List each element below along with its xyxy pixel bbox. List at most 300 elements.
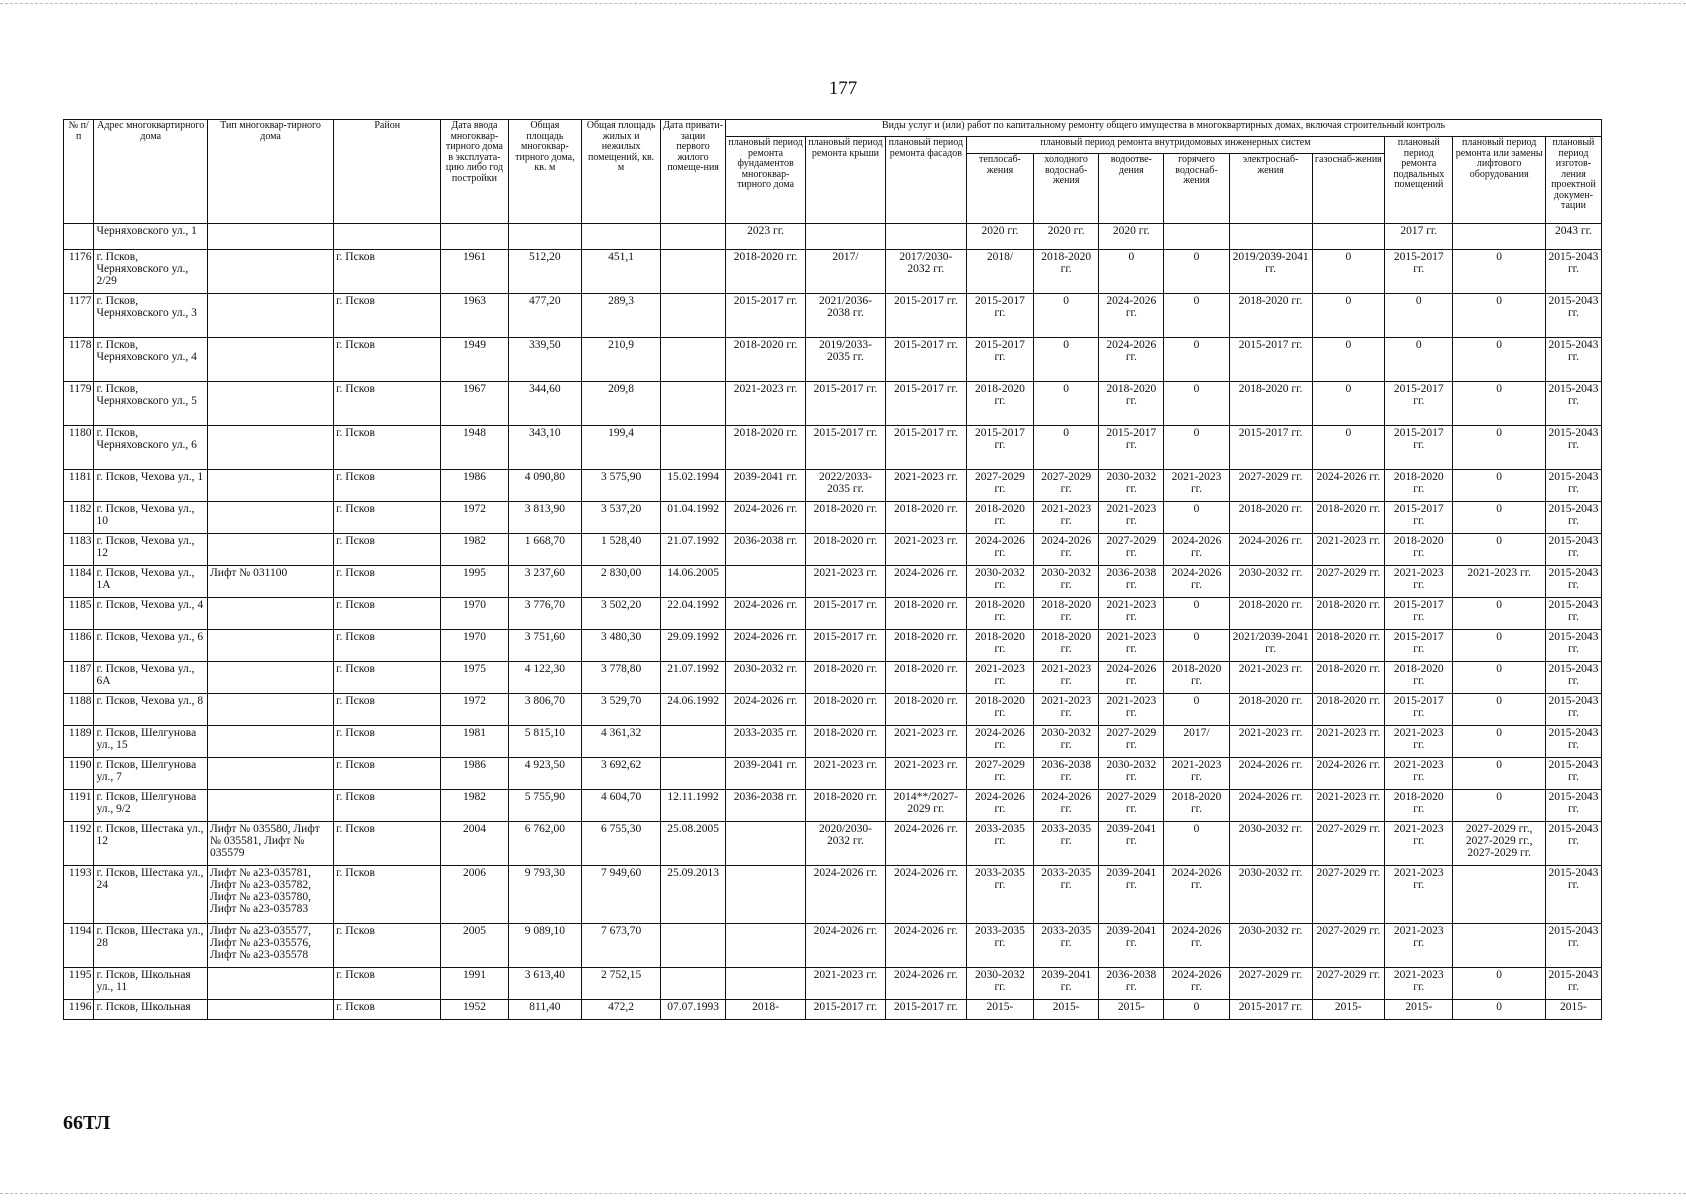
cell-privatization [660, 294, 725, 338]
cell-living-area: 3 692,62 [582, 758, 661, 790]
cell-roof: 2020/2030-2032 гг. [806, 822, 886, 866]
cell-drain: 2027-2029 гг. [1099, 726, 1164, 758]
cell-type [207, 426, 333, 470]
cell-facade: 2021-2023 гг. [885, 470, 966, 502]
scan-edge-bottom [0, 1193, 1686, 1194]
cell-no: 1190 [64, 758, 94, 790]
cell-basement: 2015-2017 гг. [1385, 502, 1453, 534]
cell-living-area: 1 528,40 [582, 534, 661, 566]
cell-drain: 2030-2032 гг. [1099, 470, 1164, 502]
cell-basement: 2021-2023 гг. [1385, 924, 1453, 968]
cell-living-area: 3 537,20 [582, 502, 661, 534]
cell-facade: 2024-2026 гг. [885, 566, 966, 598]
cell-gas: 0 [1312, 294, 1385, 338]
cell-basement: 2018-2020 гг. [1385, 534, 1453, 566]
cell-project: 2015-2043 гг. [1545, 790, 1601, 822]
cell-address: г. Псков, Чехова ул., 6 [94, 630, 208, 662]
cell-address: г. Псков, Чехова ул., 1А [94, 566, 208, 598]
cell-address: г. Псков, Шелгунова ул., 7 [94, 758, 208, 790]
cell-address: г. Псков, Шестака ул., 12 [94, 822, 208, 866]
cell-living-area: 3 529,70 [582, 694, 661, 726]
table-row [64, 822, 1602, 866]
cell-heat: 2030-2032 гг. [966, 566, 1033, 598]
cell-hot: 2021-2023 гг. [1164, 758, 1229, 790]
cell-privatization: 12.11.1992 [660, 790, 725, 822]
cell-total-area: 512,20 [508, 250, 582, 294]
cell-gas: 2018-2020 гг. [1312, 502, 1385, 534]
cell-district: г. Псков [334, 822, 441, 866]
cell-project: 2015-2043 гг. [1545, 598, 1601, 630]
cell-living-area: 2 830,00 [582, 566, 661, 598]
cell-lift: 0 [1453, 250, 1546, 294]
cell-no: 1191 [64, 790, 94, 822]
cell-heat: 2018-2020 гг. [966, 694, 1033, 726]
cell-facade: 2015-2017 гг. [885, 1000, 966, 1020]
cell-project: 2015-2043 гг. [1545, 758, 1601, 790]
cell-drain: 2030-2032 гг. [1099, 758, 1164, 790]
cell-heat: 2018-2020 гг. [966, 382, 1033, 426]
cell-heat: 2033-2035 гг. [966, 822, 1033, 866]
cell-hot: 2024-2026 гг. [1164, 924, 1229, 968]
cell-drain: 2021-2023 гг. [1099, 694, 1164, 726]
cell-foundation: 2018-2020 гг. [726, 338, 806, 382]
table-row [64, 534, 1602, 566]
cell-drain: 2027-2029 гг. [1099, 790, 1164, 822]
cell-lift [1453, 866, 1546, 924]
cell-hot: 2024-2026 гг. [1164, 566, 1229, 598]
cell-basement: 0 [1385, 294, 1453, 338]
cell-type [207, 630, 333, 662]
cell-foundation [726, 968, 806, 1000]
table-row [64, 968, 1602, 1000]
cell-address: г. Псков, Черняховского ул., 2/29 [94, 250, 208, 294]
cell-district: г. Псков [334, 382, 441, 426]
cell-roof: 2018-2020 гг. [806, 534, 886, 566]
cell-facade: 2017/2030-2032 гг. [885, 250, 966, 294]
cell-facade [885, 224, 966, 250]
cell-electric: 2021/2039-2041 гг. [1229, 630, 1312, 662]
cell-district: г. Псков [334, 630, 441, 662]
cell-privatization [660, 250, 725, 294]
cell-cold: 2024-2026 гг. [1034, 534, 1099, 566]
cell-type [207, 726, 333, 758]
cell-facade: 2015-2017 гг. [885, 426, 966, 470]
cell-district: г. Псков [334, 758, 441, 790]
cell-electric: 2015-2017 гг. [1229, 1000, 1312, 1020]
cell-heat: 2021-2023 гг. [966, 662, 1033, 694]
cell-total-area: 4 923,50 [508, 758, 582, 790]
cell-lift: 0 [1453, 382, 1546, 426]
cell-drain: 2036-2038 гг. [1099, 968, 1164, 1000]
cell-address: г. Псков, Шестака ул., 24 [94, 866, 208, 924]
cell-project: 2015-2043 гг. [1545, 968, 1601, 1000]
cell-cold: 2030-2032 гг. [1034, 726, 1099, 758]
cell-living-area: 3 480,30 [582, 630, 661, 662]
col-project: плановый период изготов-ления проектной докумен-тации [1545, 137, 1601, 224]
cell-facade: 2018-2020 гг. [885, 694, 966, 726]
cell-living-area: 2 752,15 [582, 968, 661, 1000]
cell-district: г. Псков [334, 790, 441, 822]
cell-drain: 2015- [1099, 1000, 1164, 1020]
cell-roof: 2021-2023 гг. [806, 566, 886, 598]
cell-cold: 2036-2038 гг. [1034, 758, 1099, 790]
cell-heat: 2018-2020 гг. [966, 630, 1033, 662]
cell-project: 2015-2043 гг. [1545, 566, 1601, 598]
cell-lift: 0 [1453, 726, 1546, 758]
cell-privatization: 14.06.2005 [660, 566, 725, 598]
cell-no: 1178 [64, 338, 94, 382]
cell-year: 1981 [441, 726, 508, 758]
cell-privatization [660, 968, 725, 1000]
cell-total-area: 339,50 [508, 338, 582, 382]
cell-project: 2015-2043 гг. [1545, 502, 1601, 534]
cell-privatization [660, 382, 725, 426]
cell-basement: 2015-2017 гг. [1385, 426, 1453, 470]
cell-hot: 0 [1164, 382, 1229, 426]
col-heat: теплосаб-жения [966, 154, 1033, 224]
cell-heat: 2024-2026 гг. [966, 534, 1033, 566]
cell-no: 1186 [64, 630, 94, 662]
cell-foundation: 2039-2041 гг. [726, 758, 806, 790]
cell-facade: 2015-2017 гг. [885, 338, 966, 382]
cell-heat: 2027-2029 гг. [966, 470, 1033, 502]
cell-heat: 2030-2032 гг. [966, 968, 1033, 1000]
cell-hot [1164, 224, 1229, 250]
cell-foundation [726, 924, 806, 968]
cell-cold: 2021-2023 гг. [1034, 502, 1099, 534]
cell-electric: 2024-2026 гг. [1229, 790, 1312, 822]
col-roof: плановый период ремонта крыши [806, 137, 886, 224]
table-row [64, 426, 1602, 470]
cell-drain: 2021-2023 гг. [1099, 630, 1164, 662]
cell-foundation: 2018- [726, 1000, 806, 1020]
cell-foundation: 2021-2023 гг. [726, 382, 806, 426]
cell-electric: 2021-2023 гг. [1229, 726, 1312, 758]
cell-district: г. Псков [334, 1000, 441, 1020]
cell-electric: 2024-2026 гг. [1229, 534, 1312, 566]
cell-privatization: 29.09.1992 [660, 630, 725, 662]
cell-year: 1986 [441, 470, 508, 502]
col-electric: электроснаб-жения [1229, 154, 1312, 224]
cell-total-area: 3 613,40 [508, 968, 582, 1000]
table-row [64, 1000, 1602, 1020]
cell-district: г. Псков [334, 502, 441, 534]
cell-type [207, 338, 333, 382]
cell-type [207, 470, 333, 502]
table-row [64, 694, 1602, 726]
cell-basement: 2021-2023 гг. [1385, 866, 1453, 924]
cell-gas: 2015- [1312, 1000, 1385, 1020]
cell-lift: 0 [1453, 790, 1546, 822]
cell-gas: 2027-2029 гг. [1312, 822, 1385, 866]
cell-lift: 0 [1453, 694, 1546, 726]
page-number: 177 [828, 78, 858, 99]
cell-project: 2015-2043 гг. [1545, 630, 1601, 662]
cell-facade: 2018-2020 гг. [885, 630, 966, 662]
cell-gas: 2021-2023 гг. [1312, 790, 1385, 822]
cell-project: 2015-2043 гг. [1545, 866, 1601, 924]
cell-basement: 2021-2023 гг. [1385, 758, 1453, 790]
cell-facade: 2015-2017 гг. [885, 294, 966, 338]
cell-basement: 2015-2017 гг. [1385, 382, 1453, 426]
cell-cold: 2018-2020 гг. [1034, 598, 1099, 630]
footer-code: 66ТЛ [63, 1112, 111, 1134]
cell-foundation: 2023 гг. [726, 224, 806, 250]
cell-address: г. Псков, Шелгунова ул., 9/2 [94, 790, 208, 822]
cell-electric [1229, 224, 1312, 250]
cell-electric: 2030-2032 гг. [1229, 866, 1312, 924]
cell-living-area: 199,4 [582, 426, 661, 470]
cell-roof: 2015-2017 гг. [806, 382, 886, 426]
cell-year: 1991 [441, 968, 508, 1000]
cell-foundation [726, 566, 806, 598]
cell-lift: 2021-2023 гг. [1453, 566, 1546, 598]
table-row [64, 598, 1602, 630]
cell-lift: 2027-2029 гг., 2027-2029 гг., 2027-2029 гг. [1453, 822, 1546, 866]
cell-district: г. Псков [334, 598, 441, 630]
cell-roof: 2017/ [806, 250, 886, 294]
cell-lift: 0 [1453, 294, 1546, 338]
cell-electric: 2030-2032 гг. [1229, 924, 1312, 968]
cell-no: 1184 [64, 566, 94, 598]
cell-drain: 2024-2026 гг. [1099, 294, 1164, 338]
col-foundation: плановый период ремонта фундаментов многоквар-тирного дома [726, 137, 806, 224]
cell-hot: 0 [1164, 502, 1229, 534]
cell-gas: 0 [1312, 338, 1385, 382]
cell-heat: 2018/ [966, 250, 1033, 294]
cell-project: 2015-2043 гг. [1545, 470, 1601, 502]
cell-cold: 2021-2023 гг. [1034, 662, 1099, 694]
cell-address: г. Псков, Чехова ул., 6А [94, 662, 208, 694]
cell-district: г. Псков [334, 338, 441, 382]
cell-year: 1948 [441, 426, 508, 470]
cell-district: г. Псков [334, 662, 441, 694]
cell-no: 1182 [64, 502, 94, 534]
cell-address: Черняховского ул., 1 [94, 224, 208, 250]
cell-total-area: 3 813,90 [508, 502, 582, 534]
cell-no: 1177 [64, 294, 94, 338]
cell-drain: 2018-2020 гг. [1099, 382, 1164, 426]
cell-type [207, 758, 333, 790]
cell-roof: 2015-2017 гг. [806, 426, 886, 470]
table-row [64, 758, 1602, 790]
cell-drain: 2036-2038 гг. [1099, 566, 1164, 598]
cell-lift: 0 [1453, 598, 1546, 630]
cell-type [207, 502, 333, 534]
cell-total-area: 5 755,90 [508, 790, 582, 822]
cell-district: г. Псков [334, 534, 441, 566]
cell-hot: 0 [1164, 250, 1229, 294]
cell-type: Лифт № 031100 [207, 566, 333, 598]
table-row [64, 382, 1602, 426]
table-row [64, 470, 1602, 502]
col-district: Район [334, 120, 441, 224]
cell-cold: 2015- [1034, 1000, 1099, 1020]
cell-cold: 2024-2026 гг. [1034, 790, 1099, 822]
cell-total-area: 3 751,60 [508, 630, 582, 662]
col-address: Адрес многоквартирного дома [94, 120, 208, 224]
cell-year [441, 224, 508, 250]
cell-year: 2006 [441, 866, 508, 924]
cell-living-area: 4 361,32 [582, 726, 661, 758]
cell-roof: 2015-2017 гг. [806, 1000, 886, 1020]
cell-basement: 2017 гг. [1385, 224, 1453, 250]
cell-gas: 0 [1312, 250, 1385, 294]
col-works-group: Виды услуг и (или) работ по капитальному ремонту общего имущества в многоквартирных домах, включая строительный контроль [726, 120, 1602, 137]
cell-year: 1975 [441, 662, 508, 694]
cell-heat: 2015-2017 гг. [966, 338, 1033, 382]
cell-total-area: 3 776,70 [508, 598, 582, 630]
cell-project: 2015-2043 гг. [1545, 924, 1601, 968]
cell-roof: 2021-2023 гг. [806, 968, 886, 1000]
cell-heat: 2033-2035 гг. [966, 924, 1033, 968]
cell-no: 1194 [64, 924, 94, 968]
cell-roof: 2018-2020 гг. [806, 502, 886, 534]
cell-year: 2005 [441, 924, 508, 968]
cell-hot: 2024-2026 гг. [1164, 968, 1229, 1000]
cell-type [207, 968, 333, 1000]
cell-hot: 0 [1164, 598, 1229, 630]
cell-drain: 2021-2023 гг. [1099, 502, 1164, 534]
cell-district: г. Псков [334, 250, 441, 294]
cell-cold: 2033-2035 гг. [1034, 866, 1099, 924]
cell-roof: 2018-2020 гг. [806, 726, 886, 758]
cell-project: 2015-2043 гг. [1545, 534, 1601, 566]
cell-project: 2043 гг. [1545, 224, 1601, 250]
cell-year: 1986 [441, 758, 508, 790]
repair-schedule-table [63, 119, 1602, 1020]
cell-privatization [660, 338, 725, 382]
cell-gas: 2018-2020 гг. [1312, 598, 1385, 630]
cell-roof: 2019/2033-2035 гг. [806, 338, 886, 382]
cell-address: г. Псков, Чехова ул., 1 [94, 470, 208, 502]
cell-lift [1453, 224, 1546, 250]
col-total-area: Общая площадь многоквар-тирного дома, кв. м [508, 120, 582, 224]
cell-basement: 2021-2023 гг. [1385, 822, 1453, 866]
cell-privatization: 15.02.1994 [660, 470, 725, 502]
cell-no: 1180 [64, 426, 94, 470]
col-no: № п/п [64, 120, 94, 224]
cell-roof: 2015-2017 гг. [806, 630, 886, 662]
cell-project: 2015-2043 гг. [1545, 822, 1601, 866]
cell-facade: 2024-2026 гг. [885, 866, 966, 924]
cell-year: 1961 [441, 250, 508, 294]
cell-hot: 0 [1164, 426, 1229, 470]
col-basement: плановый период ремонта подвальных помещений [1385, 137, 1453, 224]
cell-hot: 2024-2026 гг. [1164, 534, 1229, 566]
cell-total-area: 3 237,60 [508, 566, 582, 598]
cell-roof: 2024-2026 гг. [806, 866, 886, 924]
cell-lift: 0 [1453, 502, 1546, 534]
cell-address: г. Псков, Чехова ул., 10 [94, 502, 208, 534]
cell-electric: 2030-2032 гг. [1229, 566, 1312, 598]
cell-living-area: 7 949,60 [582, 866, 661, 924]
cell-lift: 0 [1453, 662, 1546, 694]
cell-type [207, 534, 333, 566]
col-hot: горячего водоснаб-жения [1164, 154, 1229, 224]
cell-lift: 0 [1453, 1000, 1546, 1020]
cell-privatization: 07.07.1993 [660, 1000, 725, 1020]
cell-no: 1193 [64, 866, 94, 924]
cell-basement: 2021-2023 гг. [1385, 566, 1453, 598]
cell-type [207, 662, 333, 694]
col-cold: холодного водоснаб-жения [1034, 154, 1099, 224]
cell-total-area: 4 090,80 [508, 470, 582, 502]
col-living-area: Общая площадь жилых и нежилых помещений, кв. м [582, 120, 661, 224]
cell-hot: 0 [1164, 694, 1229, 726]
cell-total-area: 4 122,30 [508, 662, 582, 694]
cell-year: 1949 [441, 338, 508, 382]
cell-project: 2015-2043 гг. [1545, 338, 1601, 382]
cell-cold: 0 [1034, 338, 1099, 382]
cell-heat: 2024-2026 гг. [966, 790, 1033, 822]
cell-facade: 2018-2020 гг. [885, 502, 966, 534]
cell-cold: 2033-2035 гг. [1034, 924, 1099, 968]
cell-total-area: 5 815,10 [508, 726, 582, 758]
cell-roof: 2018-2020 гг. [806, 662, 886, 694]
cell-year: 1970 [441, 630, 508, 662]
cell-foundation: 2039-2041 гг. [726, 470, 806, 502]
cell-electric: 2018-2020 гг. [1229, 382, 1312, 426]
cell-project: 2015-2043 гг. [1545, 426, 1601, 470]
cell-total-area: 9 793,30 [508, 866, 582, 924]
cell-drain: 2021-2023 гг. [1099, 598, 1164, 630]
cell-facade: 2021-2023 гг. [885, 534, 966, 566]
cell-electric: 2027-2029 гг. [1229, 968, 1312, 1000]
cell-lift: 0 [1453, 426, 1546, 470]
cell-drain: 2027-2029 гг. [1099, 534, 1164, 566]
table-row [64, 224, 1602, 250]
cell-foundation [726, 866, 806, 924]
cell-roof: 2022/2033-2035 гг. [806, 470, 886, 502]
cell-foundation: 2015-2017 гг. [726, 294, 806, 338]
cell-heat: 2015-2017 гг. [966, 426, 1033, 470]
cell-total-area: 3 806,70 [508, 694, 582, 726]
cell-roof [806, 224, 886, 250]
cell-type: Лифт № 035580, Лифт № 035581, Лифт № 035579 [207, 822, 333, 866]
cell-address: г. Псков, Чехова ул., 4 [94, 598, 208, 630]
cell-lift: 0 [1453, 758, 1546, 790]
cell-cold: 0 [1034, 294, 1099, 338]
cell-gas: 2024-2026 гг. [1312, 470, 1385, 502]
cell-privatization: 25.09.2013 [660, 866, 725, 924]
cell-facade: 2021-2023 гг. [885, 758, 966, 790]
table-row [64, 924, 1602, 968]
table-body [64, 224, 1602, 1020]
cell-year: 1952 [441, 1000, 508, 1020]
cell-district: г. Псков [334, 294, 441, 338]
cell-drain: 2024-2026 гг. [1099, 338, 1164, 382]
cell-privatization [660, 726, 725, 758]
cell-no: 1176 [64, 250, 94, 294]
cell-basement: 2021-2023 гг. [1385, 726, 1453, 758]
cell-heat: 2015-2017 гг. [966, 294, 1033, 338]
cell-basement: 2015-2017 гг. [1385, 598, 1453, 630]
cell-living-area: 210,9 [582, 338, 661, 382]
cell-drain: 2039-2041 гг. [1099, 866, 1164, 924]
cell-heat: 2024-2026 гг. [966, 726, 1033, 758]
cell-basement: 2018-2020 гг. [1385, 790, 1453, 822]
cell-type [207, 382, 333, 426]
cell-electric: 2030-2032 гг. [1229, 822, 1312, 866]
cell-project: 2015-2043 гг. [1545, 382, 1601, 426]
cell-type: Лифт № а23-035577, Лифт № а23-035576, Лифт № а23-035578 [207, 924, 333, 968]
cell-gas: 2018-2020 гг. [1312, 694, 1385, 726]
cell-project: 2015-2043 гг. [1545, 726, 1601, 758]
cell-gas: 2027-2029 гг. [1312, 968, 1385, 1000]
cell-drain: 0 [1099, 250, 1164, 294]
cell-lift: 0 [1453, 534, 1546, 566]
